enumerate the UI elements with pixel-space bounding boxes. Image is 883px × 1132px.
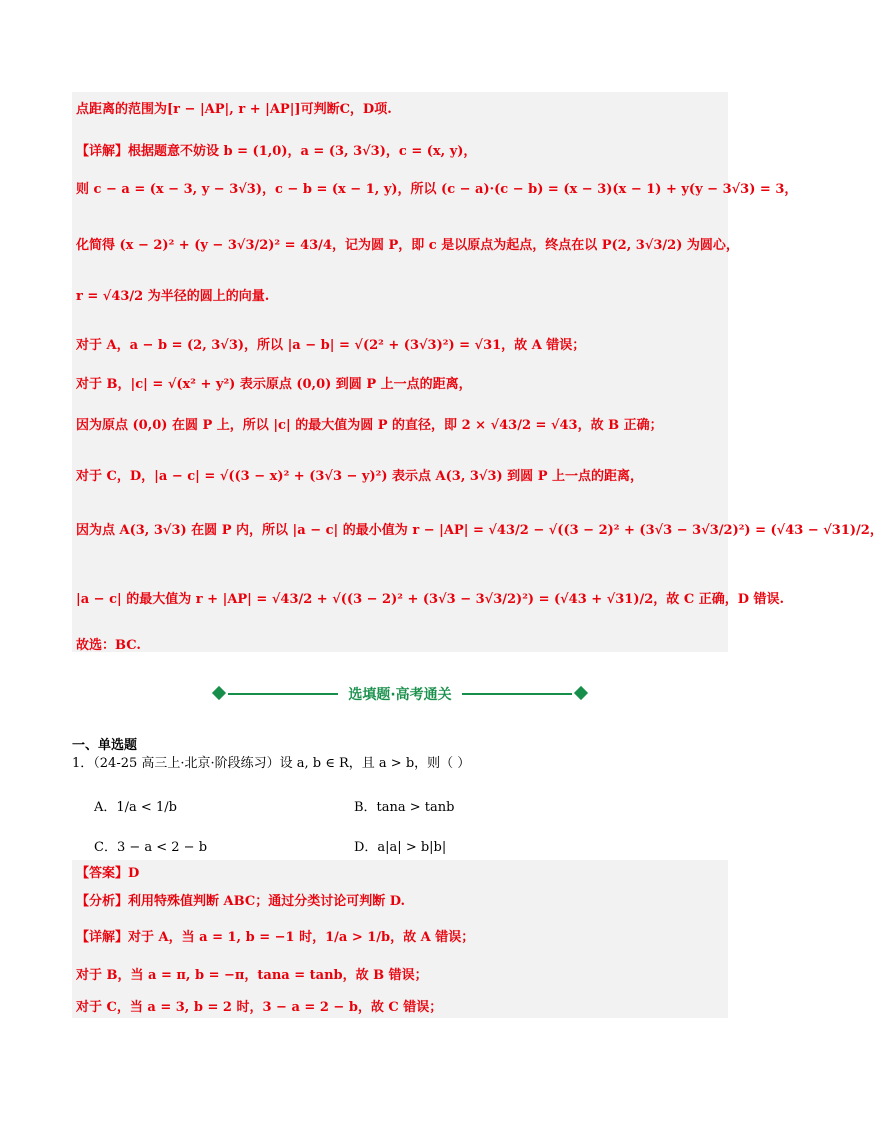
solution-line-7: 对于 B，|c| = √(x² + y²) 表示原点 (0,0) 到圆 P 上一点的距离， bbox=[76, 377, 472, 392]
solution-line-3: 则 c − a = (x − 3, y − 3√3)，c − b = (x − 1, y)，所以 (c − a)·(c − b) = (x − 3)(x − 1) + y(y − 3√3) = 3， bbox=[76, 182, 798, 197]
section-divider bbox=[210, 684, 590, 704]
solution-line-2: 【详解】根据题意不妨设 b = (1,0)，a = (3, 3√3)，c = (x, y)， bbox=[76, 144, 477, 159]
solution-line-9: 对于 C，D，|a − c| = √((3 − x)² + (3√3 − y)²) 表示点 A(3, 3√3) 到圆 P 上一点的距离， bbox=[76, 469, 644, 484]
section-title: 选填题·高考通关 bbox=[348, 687, 452, 703]
solution-line-6: 对于 A，a − b = (2, 3√3)，所以 |a − b| = √(2² + (3√3)²) = √31，故 A 错误； bbox=[76, 338, 586, 353]
solution-block-top bbox=[72, 92, 728, 652]
solution-line-5: r = √43/2 为半径的圆上的向量. bbox=[76, 289, 270, 304]
divider-right-line bbox=[462, 693, 572, 695]
question-category: 一、单选题 bbox=[72, 738, 138, 753]
question-stem: 1．（24-25 高三上·北京·阶段练习）设 a, b ∈ R，且 a > b，则（ ） bbox=[72, 756, 471, 771]
option-a: A．1/a < 1/b bbox=[94, 800, 177, 815]
solution-line-12: 故选：BC. bbox=[76, 638, 141, 653]
solution-line-1: 点距离的范围为[r − |AP|, r + |AP|]可判断C，D项. bbox=[76, 102, 392, 117]
option-c: C．3 − a < 2 − b bbox=[94, 840, 208, 855]
answer-line-3: 【详解】对于 A，当 a = 1, b = −1 时，1/a > 1/b，故 A 错误； bbox=[76, 930, 475, 945]
answer-line-2: 【分析】利用特殊值判断 ABC；通过分类讨论可判断 D. bbox=[76, 894, 406, 909]
solution-line-10: 因为点 A(3, 3√3) 在圆 P 内，所以 |a − c| 的最小值为 r − |AP| = √43/2 − √((3 − 2)² + (3√3 − 3√3/2)²) = (√43 − √31)/2， bbox=[76, 523, 883, 538]
option-d: D．a|a| > b|b| bbox=[354, 840, 447, 855]
answer-line-1: 【答案】D bbox=[76, 866, 140, 881]
option-b: B．tana > tanb bbox=[354, 800, 455, 815]
answer-line-5: 对于 C，当 a = 3, b = 2 时，3 − a = 2 − b，故 C 错误； bbox=[76, 1000, 443, 1015]
solution-line-4: 化简得 (x − 2)² + (y − 3√3/2)² = 43/4，记为圆 P，即 c 是以原点为起点，终点在以 P(2, 3√3/2) 为圆心， bbox=[76, 238, 739, 253]
answer-line-4: 对于 B，当 a = π, b = −π，tana = tanb，故 B 错误； bbox=[76, 968, 428, 983]
solution-line-11: |a − c| 的最大值为 r + |AP| = √43/2 + √((3 − 2)² + (3√3 − 3√3/2)²) = (√43 + √31)/2，故 C 正确，D 错误. bbox=[76, 592, 785, 607]
solution-line-8: 因为原点 (0,0) 在圆 P 上，所以 |c| 的最大值为圆 P 的直径，即 2 × √43/2 = √43，故 B 正确； bbox=[76, 418, 663, 433]
